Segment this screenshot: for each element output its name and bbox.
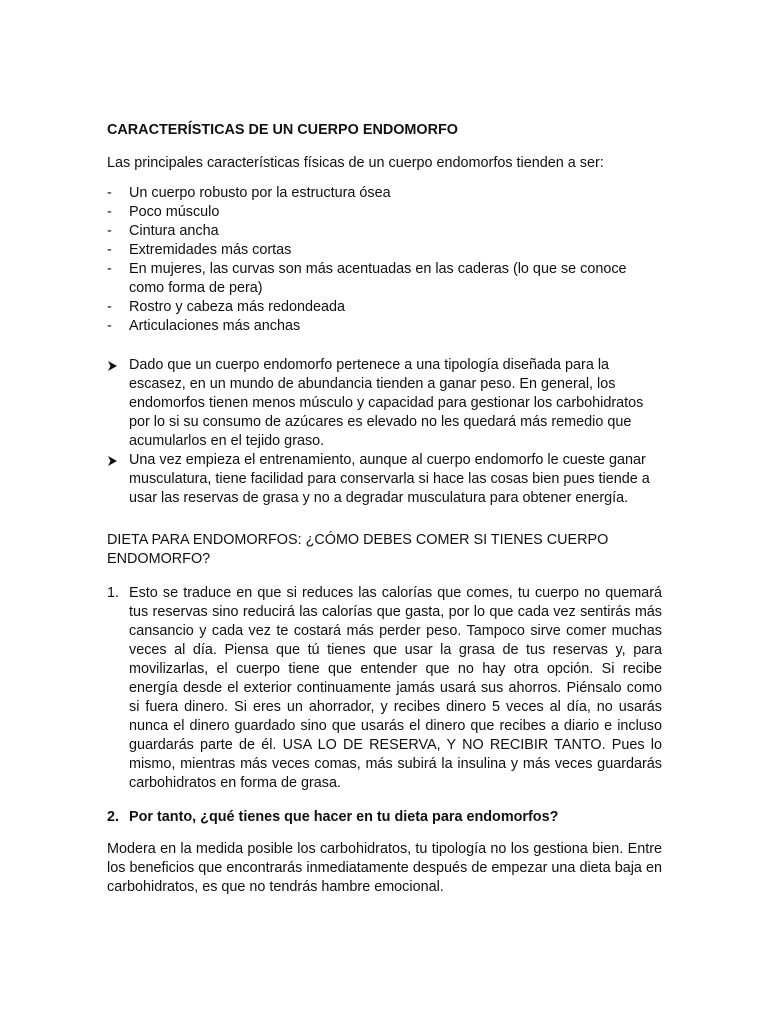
arrow-list-item <box>107 356 662 451</box>
arrowhead-bullet-icon <box>107 361 117 371</box>
closing-paragraph: Modera en la medida posible los carbohidratos, tu tipología no los gestiona bien. Entre los beneficios que encontrarás inmediatamente después de empezar una dieta baja en carbohidratos, es que no tendrás hambre emocional. <box>107 841 662 895</box>
page-title: CARACTERÍSTICAS DE UN CUERPO ENDOMORFO <box>107 122 458 138</box>
arrow-item-text: Una vez empieza el entrenamiento, aunque al cuerpo endomorfo le cueste ganar musculatura, tiene facilidad para conservarla si hace las cosas bien pues tiende a usar las reservas de grasa y no a degradar musculatura para obtener energía. <box>129 452 650 506</box>
list-item: - Un cuerpo robusto por la estructura ósea <box>107 184 662 203</box>
arrowhead-bullet-icon <box>107 456 117 466</box>
item-text: Esto se traduce en que si reduces las calorías que comes, tu cuerpo no quemará tus reservas sino reducirá las calorías que gasta, por lo que cada vez sentirás más cansancio y cada vez te costará más perder peso. Tampoco sirve comer muchas veces al día. Piensa que tú tienes que usar la grasa de tus reservas y, para movilizarlas, el cuerpo tiene que entender que no hay otra opción. Si recibe energía desde el exterior continuamente jamás usará sus ahorros. Piénsalo como si fuera dinero. Si eres un ahorrador, y recibes dinero 5 veces al día, no usarás nunca el dinero guardado sino que usarás el dinero que recibes a diario e incluso guardarás parte de él. USA LO DE RESERVA, Y NO RECIBIR TANTO. Pues lo mismo, mientras más veces comas, más subirá la insulina y más veces guardarás carbohidratos en forma de grasa. <box>129 585 662 791</box>
arrow-item-text: Dado que un cuerpo endomorfo pertenece a una tipología diseñada para la escasez, en un mundo de abundancia tienden a ganar peso. En general, los endomorfos tienen menos músculo y capacidad para gestionar los carbohidratos por lo si su consumo de azúcares es elevado no les quedará más remedio que acumularlos en el tejido graso. <box>129 357 644 449</box>
numbered-item <box>107 808 662 827</box>
numbered-item <box>107 584 662 793</box>
diet-section-title: DIETA PARA ENDOMORFOS: ¿CÓMO DEBES COMER SI TIENES CUERPO ENDOMORFO? <box>107 532 609 567</box>
list-item: - Extremidades más cortas <box>107 241 662 260</box>
list-item: - Poco músculo <box>107 203 662 222</box>
list-item: - Rostro y cabeza más redondeada <box>107 298 662 317</box>
arrow-points-list <box>107 356 662 508</box>
arrow-list-item <box>107 451 662 508</box>
item-number: 2. <box>107 809 120 825</box>
intro-paragraph: Las principales características físicas de un cuerpo endomorfos tienden a ser: <box>107 155 604 171</box>
item-number: 1. <box>107 585 120 601</box>
characteristics-list <box>107 184 662 336</box>
list-item: - Articulaciones más anchas <box>107 317 662 336</box>
list-item: - En mujeres, las curvas son más acentuadas en las caderas (lo que se conoce como forma de pera) <box>107 260 662 298</box>
item-text: Por tanto, ¿qué tienes que hacer en tu dieta para endomorfos? <box>129 809 559 825</box>
list-item: - Cintura ancha <box>107 222 662 241</box>
